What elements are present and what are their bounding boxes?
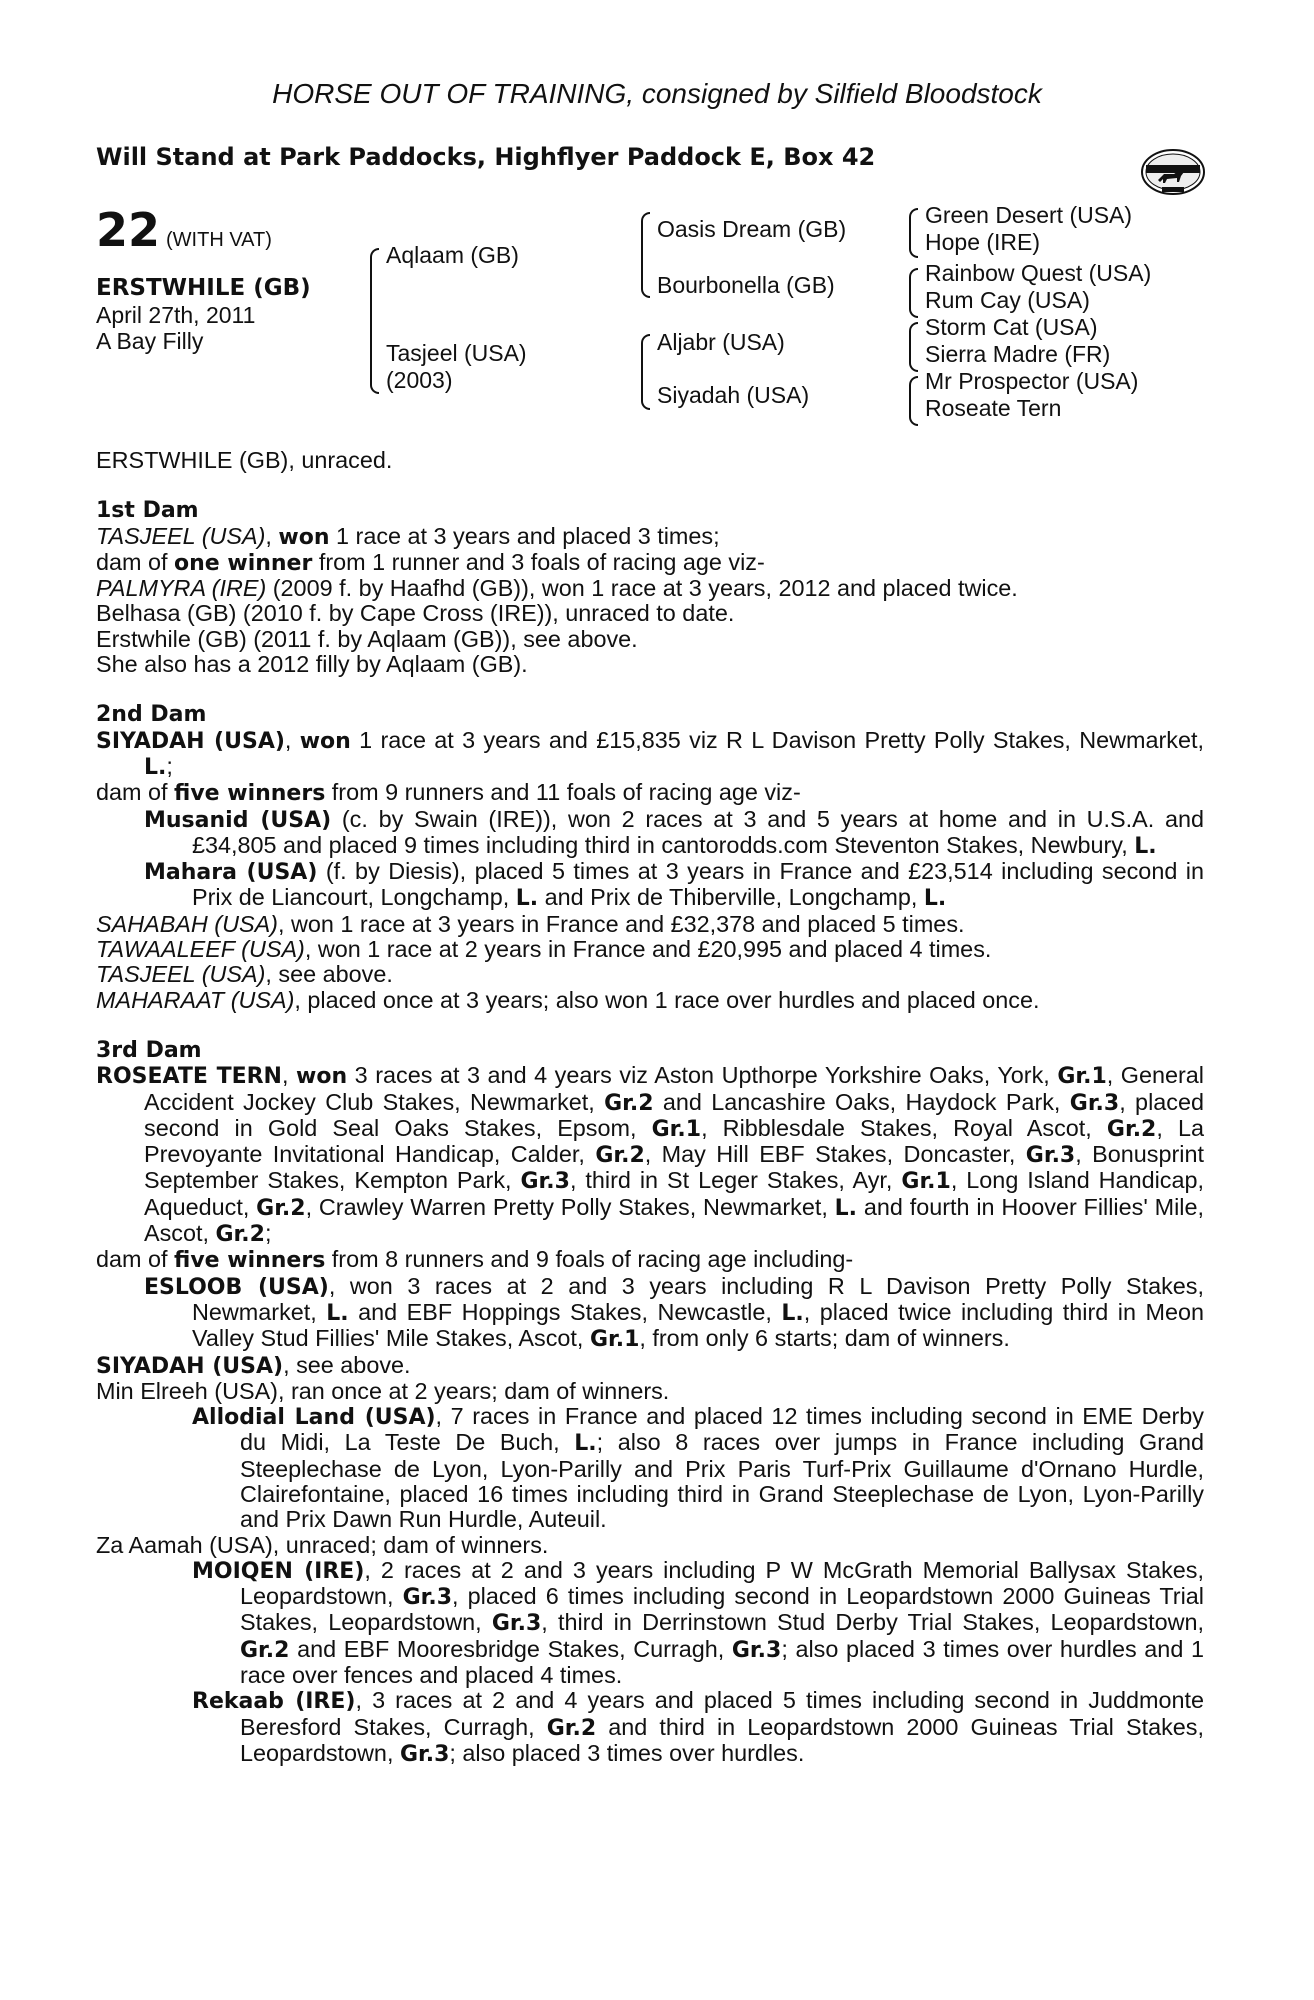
pedigree-sire-dam: Bourbonella (GB) xyxy=(657,272,835,298)
third-dam-foal-siyadah: SIYADAH (USA), see above. xyxy=(96,1351,411,1379)
pedigree-gen3-3: Rainbow Quest (USA) xyxy=(925,260,1152,286)
vat-note: (WITH VAT) xyxy=(166,229,272,251)
badge-logo-icon xyxy=(1140,148,1206,196)
pedigree-dam-dam: Siyadah (USA) xyxy=(657,382,810,408)
horse-description: A Bay Filly xyxy=(96,328,204,354)
gen3-bracket-4 xyxy=(909,376,918,426)
pedigree-gen3-4: Rum Cay (USA) xyxy=(925,287,1090,313)
third-dam-grandfoal-moiqen: MOIQEN (IRE), 2 races at 2 and 3 years including P W McGrath Memorial Ballysax Stakes, Leopardstown, Gr.3, placed 6 times including second in Leopardstown 2000 Guineas Trial Stakes, Leopardstown, Gr.3, third in Derrinstown Stud Derby Trial Stakes, Leopardstown, Gr.2 and EBF Mooresbridge Stakes, Curragh, Gr.3; also placed 3 times over hurdles and 1 race over fences and placed 4 times. xyxy=(192,1556,1204,1689)
lot-number-line xyxy=(96,203,272,257)
second-dam-foal-maharaat: MAHARAAT (USA), placed once at 3 years; also won 1 race over hurdles and placed once. xyxy=(96,986,1040,1013)
first-dam-produce: dam of one winner from 1 runner and 3 foals of racing age viz- xyxy=(96,548,765,576)
third-dam-grandfoal-allodial-land: Allodial Land (USA), 7 races in France and placed 12 times including second in EME Derby du Midi, La Teste De Buch, L.; also 8 races over jumps in France including Grand Steeplechase de Lyon, Lyon-Parilly and Prix Paris Turf-Prix Guillaume d'Ornano Hurdle, Clairefontaine, placed 16 times including third in Grand Steeplechase de Lyon, Lyon-Parilly and Prix Dawn Run Hurdle, Auteuil. xyxy=(192,1403,1205,1533)
horse-name: ERSTWHILE (GB) xyxy=(96,275,311,301)
third-dam-heading: 3rd Dam xyxy=(96,1037,202,1063)
pedigree-dam: Tasjeel (USA) xyxy=(386,340,527,366)
pedigree-dam-sire: Aljabr (USA) xyxy=(657,329,785,355)
third-dam-record: ROSEATE TERN, won 3 races at 3 and 4 years viz Aston Upthorpe Yorkshire Oaks, York, Gr.1, General Accident Jockey Club Stakes, Newmarket, Gr.2 and Lancashire Oaks, Haydock Park, Gr.3, placed second in Gold Seal Oaks Stakes, Epsom, Gr.1, Ribblesdale Stakes, Royal Ascot, Gr.2, La Prevoyante Invitational Handicap, Calder, Gr.2, May Hill EBF Stakes, Doncaster, Gr.3, Bonusprint September Stakes, Kempton Park, Gr.3, third in St Leger Stakes, Ayr, Gr.1, Long Island Handicap, Aqueduct, Gr.2, Crawley Warren Pretty Polly Stakes, Newmarket, L. and fourth in Hoover Fillies' Mile, Ascot, Gr.2; xyxy=(96,1062,1205,1248)
stand-location: Will Stand at Park Paddocks, Highflyer Paddock E, Box 42 xyxy=(96,143,876,171)
first-dam-foal-1: PALMYRA (IRE) (2009 f. by Haafhd (GB)), won 1 race at 3 years, 2012 and placed twice. xyxy=(96,575,1018,602)
first-dam-note: She also has a 2012 filly by Aqlaam (GB). xyxy=(96,651,528,678)
catalogue-body xyxy=(96,448,1204,1767)
second-dam-produce: dam of five winners from 9 runners and 11 foals of racing age viz- xyxy=(96,779,801,807)
second-dam-heading: 2nd Dam xyxy=(96,702,207,728)
sire-dam-bracket xyxy=(370,248,379,394)
pedigree-gen3-1: Green Desert (USA) xyxy=(925,202,1133,228)
first-dam-name: TASJEEL (USA) xyxy=(96,522,266,549)
second-dam-foal-tasjeel: TASJEEL (USA), see above. xyxy=(96,961,393,988)
first-dam-foal-3: Erstwhile (GB) (2011 f. by Aqlaam (GB)), see above. xyxy=(96,625,638,652)
second-dam-foal-tawaaleef: TAWAALEEF (USA), won 1 race at 2 years in France and £20,995 and placed 4 times. xyxy=(96,936,992,963)
third-dam-produce: dam of five winners from 8 runners and 9 foals of racing age including- xyxy=(96,1246,854,1274)
sire-parents-bracket xyxy=(641,212,650,298)
third-dam-foal-min-elreeh: Min Elreeh (USA), ran once at 2 years; dam of winners. xyxy=(96,1377,670,1404)
pedigree-sire: Aqlaam (GB) xyxy=(386,242,519,268)
pedigree-gen3-8: Roseate Tern xyxy=(925,395,1062,421)
second-dam-foal-sahabah: SAHABAH (USA), won 1 race at 3 years in France and £32,378 and placed 5 times. xyxy=(96,910,965,937)
first-dam-foal-2: Belhasa (GB) (2010 f. by Cape Cross (IRE)), unraced to date. xyxy=(96,600,735,627)
third-dam-grandfoal-rekaab: Rekaab (IRE), 3 races at 2 and 4 years and placed 5 times including second in Juddmonte Beresford Stakes, Curragh, Gr.2 and third in Leopardstown 2000 Guineas Trial Stakes, Leopardstown, Gr.3; also placed 3 times over hurdles. xyxy=(192,1687,1204,1767)
training-bonus-badge xyxy=(1140,148,1206,196)
pedigree-gen3-6: Sierra Madre (FR) xyxy=(925,341,1111,367)
first-dam-heading: 1st Dam xyxy=(96,498,199,524)
page-title: HORSE OUT OF TRAINING, consigned by Silfield Bloodstock xyxy=(272,78,1042,109)
pedigree-gen3-7: Mr Prospector (USA) xyxy=(925,368,1139,394)
dam-parents-bracket xyxy=(641,334,650,410)
pedigree-dam-year: (2003) xyxy=(386,367,453,393)
second-dam-foal-musanid: Musanid (USA) (c. by Swain (IRE)), won 2 races at 3 and 5 years at home and in U.S.A. and £34,805 and placed 9 times including third in cantorodds.com Steventon Stakes, Newbury, L. xyxy=(144,805,1204,859)
gen3-bracket-1 xyxy=(909,208,918,258)
pedigree-sire-sire: Oasis Dream (GB) xyxy=(657,216,847,242)
pedigree-gen3-2: Hope (IRE) xyxy=(925,229,1041,255)
second-dam-foal-mahara: Mahara (USA) (f. by Diesis), placed 5 times at 3 years in France and £23,514 including second in Prix de Liancourt, Longchamp, L. and Prix de Thiberville, Longchamp, L. xyxy=(144,858,1204,912)
gen3-bracket-2 xyxy=(909,268,918,318)
lot-number: 22 xyxy=(96,203,161,257)
gen3-bracket-3 xyxy=(909,322,918,372)
third-dam-foal-esloob: ESLOOB (USA), won 3 races at 2 and 3 years including R L Davison Pretty Polly Stakes, Newmarket, L. and EBF Hoppings Stakes, Newcastle, L., placed twice including third in Meon Valley Stud Fillies' Mile Stakes, Ascot, Gr.1, from only 6 starts; dam of winners. xyxy=(144,1272,1204,1353)
third-dam-foal-za-aamah: Za Aamah (USA), unraced; dam of winners. xyxy=(96,1531,549,1558)
pedigree-gen3-5: Storm Cat (USA) xyxy=(925,314,1098,340)
horse-dob: April 27th, 2011 xyxy=(96,302,256,328)
first-dam-record: TASJEEL (USA), won 1 race at 3 years and placed 3 times; xyxy=(96,522,720,550)
second-dam-record: SIYADAH (USA), won 1 race at 3 years and £15,835 viz R L Davison Pretty Polly Stakes, Newmarket, L.; xyxy=(96,726,1204,780)
unraced-summary: ERSTWHILE (GB), unraced. xyxy=(96,447,393,473)
